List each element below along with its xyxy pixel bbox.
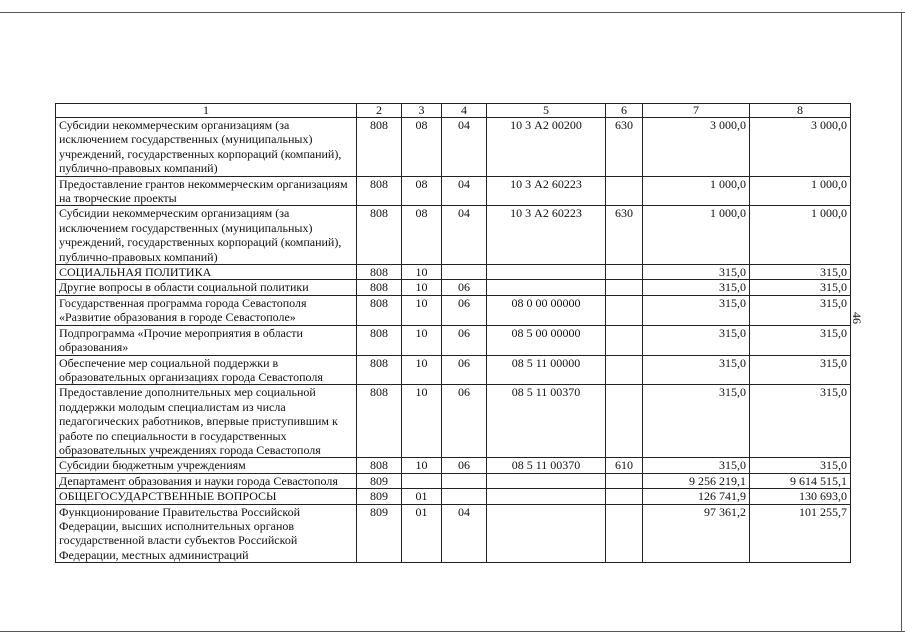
page-bottom-border <box>0 631 905 633</box>
section-code-cell: 08 <box>402 176 442 206</box>
section-code-cell: 08 <box>402 206 442 265</box>
subsection-code-cell <box>442 489 487 504</box>
admin-code-cell: 808 <box>357 458 402 473</box>
target-article-cell <box>487 489 606 504</box>
admin-code-cell: 808 <box>357 325 402 355</box>
admin-code-cell: 808 <box>357 265 402 280</box>
table-row <box>56 458 851 473</box>
target-article-cell: 08 5 11 00000 <box>487 355 606 385</box>
expense-type-cell <box>606 176 643 206</box>
table-row <box>56 265 851 280</box>
table-row <box>56 385 851 458</box>
amount-year1-cell: 315,0 <box>643 458 750 473</box>
table-header-row <box>56 104 851 118</box>
row-name-cell: Подпрограмма «Прочие мероприятия в области образования» <box>56 325 357 355</box>
expense-type-cell <box>606 385 643 458</box>
expense-type-cell: 630 <box>606 118 643 177</box>
amount-year1-cell: 315,0 <box>643 265 750 280</box>
admin-code-cell: 808 <box>357 355 402 385</box>
subsection-code-cell: 06 <box>442 355 487 385</box>
subsection-code-cell: 04 <box>442 504 487 563</box>
table-row <box>56 295 851 325</box>
budget-table <box>55 103 851 563</box>
expense-type-cell <box>606 295 643 325</box>
row-name-cell: Субсидии некоммерческим организациям (за исключением государственных (муниципальных) учреждений, государственных корпораций (компаний), публично-правовых компаний) <box>56 118 357 177</box>
target-article-cell: 10 3 А2 00200 <box>487 118 606 177</box>
subsection-code-cell: 06 <box>442 295 487 325</box>
section-code-cell: 08 <box>402 118 442 177</box>
amount-year2-cell: 130 693,0 <box>750 489 851 504</box>
admin-code-cell: 809 <box>357 504 402 563</box>
expense-type-cell <box>606 280 643 295</box>
section-code-cell: 10 <box>402 385 442 458</box>
section-code-cell: 10 <box>402 458 442 473</box>
expense-type-cell: 610 <box>606 458 643 473</box>
target-article-cell <box>487 473 606 488</box>
header-cell: 8 <box>750 104 851 118</box>
row-name-cell: СОЦИАЛЬНАЯ ПОЛИТИКА <box>56 265 357 280</box>
subsection-code-cell: 06 <box>442 325 487 355</box>
admin-code-cell: 808 <box>357 295 402 325</box>
page-right-border <box>901 12 903 632</box>
header-cell: 7 <box>643 104 750 118</box>
section-code-cell: 10 <box>402 295 442 325</box>
target-article-cell: 10 3 А2 60223 <box>487 176 606 206</box>
row-name-cell: Субсидии некоммерческим организациям (за исключением государственных (муниципальных) учреждений, государственных корпораций (компаний), публично-правовых компаний) <box>56 206 357 265</box>
target-article-cell: 08 0 00 00000 <box>487 295 606 325</box>
row-name-cell: Департамент образования и науки города Севастополя <box>56 473 357 488</box>
amount-year2-cell: 315,0 <box>750 295 851 325</box>
amount-year1-cell: 3 000,0 <box>643 118 750 177</box>
subsection-code-cell: 06 <box>442 280 487 295</box>
section-code-cell: 10 <box>402 325 442 355</box>
header-cell: 2 <box>357 104 402 118</box>
admin-code-cell: 808 <box>357 280 402 295</box>
target-article-cell <box>487 280 606 295</box>
table-row <box>56 504 851 563</box>
admin-code-cell: 808 <box>357 176 402 206</box>
subsection-code-cell: 04 <box>442 176 487 206</box>
amount-year2-cell: 315,0 <box>750 458 851 473</box>
amount-year1-cell: 9 256 219,1 <box>643 473 750 488</box>
target-article-cell <box>487 504 606 563</box>
target-article-cell: 08 5 11 00370 <box>487 458 606 473</box>
section-code-cell <box>402 473 442 488</box>
expense-type-cell <box>606 325 643 355</box>
amount-year1-cell: 315,0 <box>643 295 750 325</box>
expense-type-cell <box>606 489 643 504</box>
row-name-cell: Обеспечение мер социальной поддержки в образовательных организациях города Севастополя <box>56 355 357 385</box>
target-article-cell: 10 3 А2 60223 <box>487 206 606 265</box>
table-row <box>56 176 851 206</box>
admin-code-cell: 808 <box>357 206 402 265</box>
admin-code-cell: 808 <box>357 385 402 458</box>
page-top-border <box>0 12 905 14</box>
amount-year2-cell: 101 255,7 <box>750 504 851 563</box>
row-name-cell: Другие вопросы в области социальной политики <box>56 280 357 295</box>
expense-type-cell: 630 <box>606 206 643 265</box>
amount-year1-cell: 1 000,0 <box>643 176 750 206</box>
admin-code-cell: 809 <box>357 489 402 504</box>
amount-year2-cell: 315,0 <box>750 280 851 295</box>
subsection-code-cell <box>442 265 487 280</box>
subsection-code-cell <box>442 473 487 488</box>
section-code-cell: 10 <box>402 280 442 295</box>
page-number: 46 <box>850 312 864 324</box>
table-row <box>56 489 851 504</box>
table-row <box>56 206 851 265</box>
amount-year2-cell: 315,0 <box>750 385 851 458</box>
table-row <box>56 280 851 295</box>
expense-type-cell <box>606 504 643 563</box>
section-code-cell: 10 <box>402 265 442 280</box>
amount-year1-cell: 97 361,2 <box>643 504 750 563</box>
target-article-cell <box>487 265 606 280</box>
target-article-cell: 08 5 11 00370 <box>487 385 606 458</box>
table-row <box>56 473 851 488</box>
table-row <box>56 118 851 177</box>
amount-year2-cell: 315,0 <box>750 325 851 355</box>
amount-year2-cell: 1 000,0 <box>750 206 851 265</box>
amount-year1-cell: 315,0 <box>643 355 750 385</box>
subsection-code-cell: 04 <box>442 118 487 177</box>
admin-code-cell: 809 <box>357 473 402 488</box>
amount-year2-cell: 3 000,0 <box>750 118 851 177</box>
header-cell: 3 <box>402 104 442 118</box>
amount-year1-cell: 126 741,9 <box>643 489 750 504</box>
row-name-cell: Предоставление дополнительных мер социальной поддержки молодым специалистам из числа педагогических работников, впервые приступившим к работе по специальности в государственных образовательных учреждениях города Севастополя <box>56 385 357 458</box>
admin-code-cell: 808 <box>357 118 402 177</box>
header-cell: 5 <box>487 104 606 118</box>
table-row <box>56 355 851 385</box>
amount-year1-cell: 315,0 <box>643 280 750 295</box>
expense-type-cell <box>606 473 643 488</box>
row-name-cell: ОБЩЕГОСУДАРСТВЕННЫЕ ВОПРОСЫ <box>56 489 357 504</box>
target-article-cell: 08 5 00 00000 <box>487 325 606 355</box>
section-code-cell: 01 <box>402 489 442 504</box>
amount-year2-cell: 315,0 <box>750 355 851 385</box>
row-name-cell: Субсидии бюджетным учреждениям <box>56 458 357 473</box>
subsection-code-cell: 06 <box>442 458 487 473</box>
amount-year2-cell: 1 000,0 <box>750 176 851 206</box>
section-code-cell: 01 <box>402 504 442 563</box>
table-row <box>56 325 851 355</box>
subsection-code-cell: 06 <box>442 385 487 458</box>
amount-year1-cell: 315,0 <box>643 325 750 355</box>
row-name-cell: Функционирование Правительства Российской Федерации, высших исполнительных органов государственной власти субъектов Российской Федерации, местных администраций <box>56 504 357 563</box>
row-name-cell: Предоставление грантов некоммерческим организациям на творческие проекты <box>56 176 357 206</box>
header-cell: 4 <box>442 104 487 118</box>
row-name-cell: Государственная программа города Севастополя «Развитие образования в городе Севастополе» <box>56 295 357 325</box>
section-code-cell: 10 <box>402 355 442 385</box>
expense-type-cell <box>606 355 643 385</box>
header-cell: 1 <box>56 104 357 118</box>
header-cell: 6 <box>606 104 643 118</box>
subsection-code-cell: 04 <box>442 206 487 265</box>
amount-year1-cell: 315,0 <box>643 385 750 458</box>
amount-year1-cell: 1 000,0 <box>643 206 750 265</box>
expense-type-cell <box>606 265 643 280</box>
amount-year2-cell: 315,0 <box>750 265 851 280</box>
amount-year2-cell: 9 614 515,1 <box>750 473 851 488</box>
